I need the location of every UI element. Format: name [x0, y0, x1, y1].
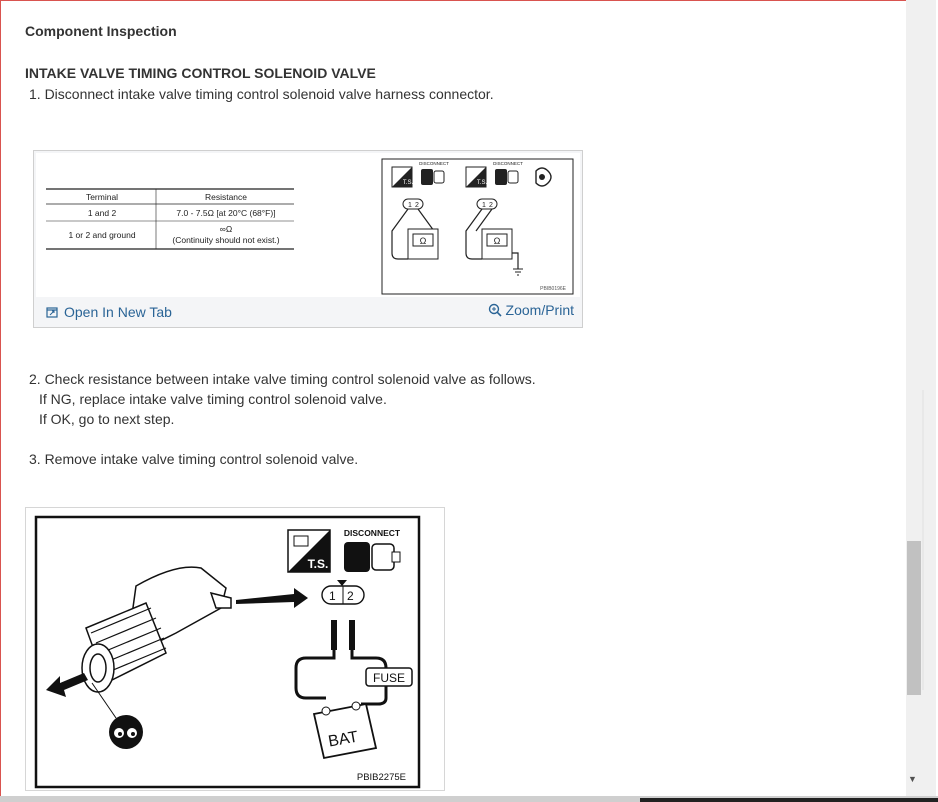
figure-solenoid-test [25, 507, 445, 791]
svg-text:DISCONNECT: DISCONNECT [419, 161, 449, 166]
component-heading: INTAKE VALVE TIMING CONTROL SOLENOID VALVE [25, 65, 376, 81]
eye-inspection-icon [109, 715, 143, 749]
svg-text:T.S.: T.S. [476, 180, 488, 186]
table-cell-resistance-1: 7.0 - 7.5Ω [at 20°C (68°F)] [176, 208, 276, 218]
svg-text:Ω: Ω [419, 236, 427, 246]
figure-resistance-table [33, 150, 583, 328]
table-cell-terminal-1: 1 and 2 [87, 208, 117, 218]
battery-drawing [314, 702, 376, 758]
svg-text:T.S.: T.S. [307, 557, 329, 571]
svg-text:1: 1 [408, 202, 412, 209]
step-2-ok: If OK, go to next step. [39, 411, 175, 427]
step-3: 3. Remove intake valve timing control solenoid valve. [29, 451, 359, 467]
figure-1-image [36, 153, 580, 297]
step-2: 2. Check resistance between intake valve timing control solenoid valve as follows. [29, 371, 536, 387]
figure-1-code: PBIB0196E [540, 286, 566, 292]
disconnect-icon [419, 161, 449, 185]
step-2-ng: If NG, replace intake valve timing control solenoid valve. [39, 391, 387, 407]
table-header-resistance: Resistance [204, 192, 248, 202]
step-1: 1. Disconnect intake valve timing control solenoid valve harness connector. [29, 86, 494, 102]
table-cell-note-2: (Continuity should not exist.) [172, 235, 280, 245]
scroll-track [922, 390, 924, 690]
open-in-new-tab-label: Open In New Tab [64, 304, 172, 320]
fuse-label: FUSE [372, 671, 406, 685]
figure-1-actions [34, 299, 582, 327]
table-cell-terminal-2: 1 or 2 and ground [68, 230, 136, 240]
zoom-print-label: Zoom/Print [505, 302, 574, 318]
disconnect-icon [344, 528, 401, 572]
scroll-thumb[interactable] [907, 541, 921, 695]
zoom-icon [488, 303, 502, 317]
svg-text:2: 2 [415, 202, 419, 209]
scroll-down-icon[interactable]: ▼ [908, 774, 917, 784]
table-header-terminal: Terminal [85, 192, 119, 202]
ts-icon [288, 530, 330, 572]
svg-text:1: 1 [482, 202, 486, 209]
window-bottom-edge [0, 796, 938, 802]
svg-text:2: 2 [489, 202, 493, 209]
open-in-new-tab-link[interactable] [46, 304, 172, 320]
figure-2-code: PBIB2275E [356, 772, 406, 783]
disconnect-icon [493, 161, 523, 185]
svg-text:2: 2 [347, 589, 354, 603]
table-cell-resistance-2: ∞Ω [219, 224, 233, 234]
ts-icon [466, 167, 487, 187]
vertical-scrollbar[interactable] [906, 0, 936, 796]
svg-text:T.S.: T.S. [402, 180, 414, 186]
zoom-print-link[interactable] [488, 302, 574, 318]
open-new-tab-icon [46, 306, 58, 318]
svg-text:DISCONNECT: DISCONNECT [493, 161, 523, 166]
svg-text:Ω: Ω [493, 236, 501, 246]
svg-text:1: 1 [329, 589, 336, 603]
svg-text:DISCONNECT: DISCONNECT [343, 528, 401, 538]
connector-key-icon [536, 168, 551, 186]
ts-icon [392, 167, 413, 187]
section-title: Component Inspection [25, 23, 177, 39]
bat-label: BAT [327, 728, 360, 751]
